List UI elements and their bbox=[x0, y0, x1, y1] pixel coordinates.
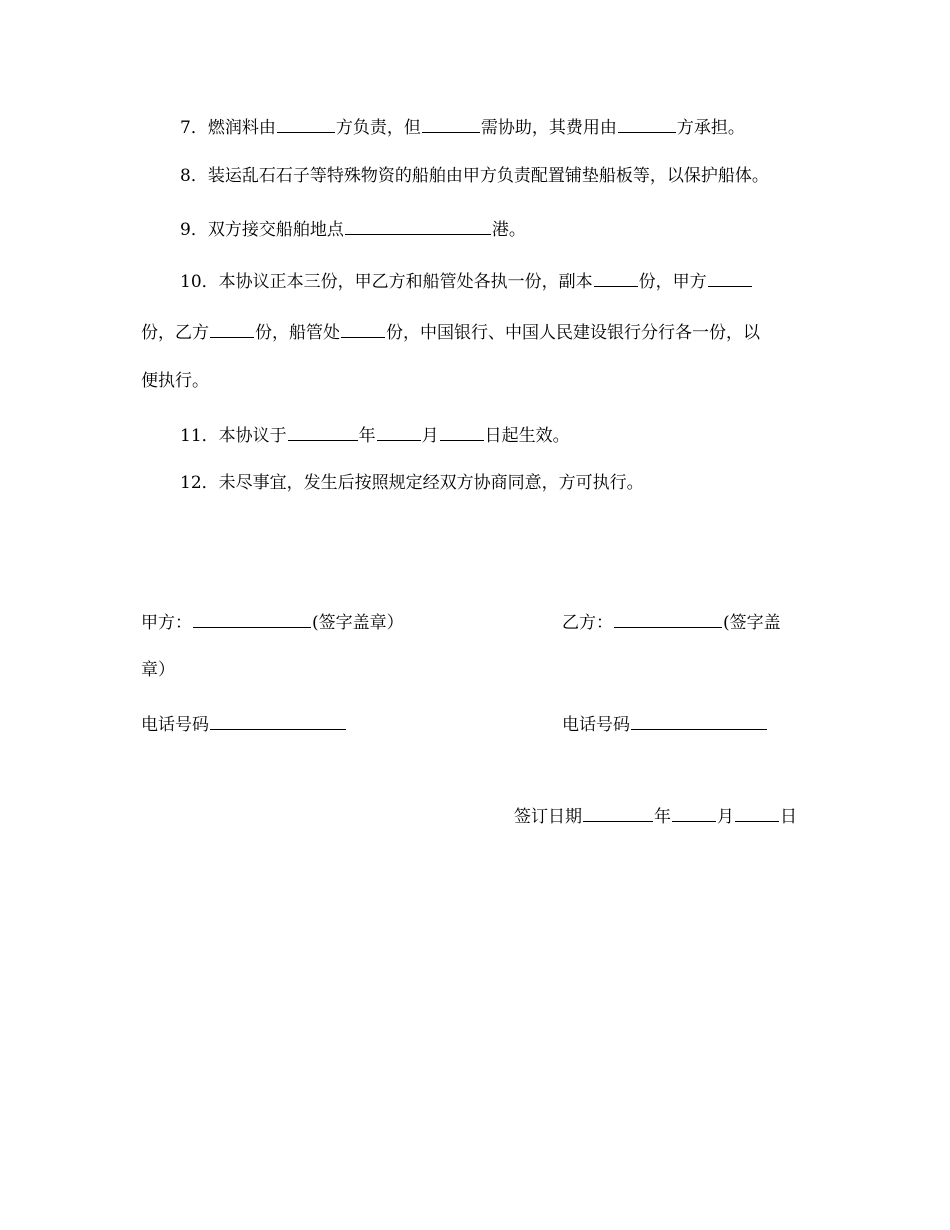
party-b-signature-blank[interactable] bbox=[614, 612, 722, 628]
sign-month-blank[interactable] bbox=[672, 806, 716, 822]
effective-day-blank[interactable] bbox=[440, 425, 484, 441]
assist-party-blank[interactable] bbox=[422, 117, 480, 133]
clause-7: 7．燃润料由 方负责，但 需协助，其费用由 方承担。 bbox=[180, 118, 745, 138]
effective-month-blank[interactable] bbox=[377, 425, 421, 441]
party-a-signature: 甲方： (签字盖章） bbox=[141, 613, 404, 633]
party-a-phone-blank[interactable] bbox=[210, 714, 346, 730]
effective-year-blank[interactable] bbox=[288, 425, 358, 441]
party-b-phone-blank[interactable] bbox=[631, 714, 767, 730]
clause-10-line-1: 10．本协议正本三份，甲乙方和船管处各执一份，副本 份，甲方 bbox=[180, 271, 753, 291]
sign-day-blank[interactable] bbox=[735, 806, 779, 822]
clause-10-line-3: 便执行。 bbox=[141, 371, 209, 391]
party-b-phone: 电话号码 bbox=[562, 714, 768, 734]
ship-office-copies-blank[interactable] bbox=[341, 322, 385, 338]
clause-8: 8．装运乱石石子等特殊物资的船舶由甲方负责配置铺垫船板等，以保护船体。 bbox=[180, 166, 769, 186]
signing-date: 签订日期 年 月 日 bbox=[514, 807, 797, 827]
clause-10-line-2: 份，乙方 份，船管处 份，中国银行、中国人民建设银行分行各一份，以 bbox=[141, 323, 760, 343]
clause-9: 9．双方接交船舶地点 港。 bbox=[180, 220, 526, 240]
party-a-phone: 电话号码 bbox=[141, 714, 347, 734]
clause-11: 11．本协议于 年 月 日起生效。 bbox=[180, 426, 570, 446]
party-b-copies-blank[interactable] bbox=[210, 322, 254, 338]
party-b-signature: 乙方： (签字盖 bbox=[562, 613, 781, 633]
party-a-copies-blank[interactable] bbox=[708, 271, 752, 287]
fuel-responsible-blank[interactable] bbox=[277, 117, 335, 133]
handover-port-blank[interactable] bbox=[345, 219, 491, 235]
sign-year-blank[interactable] bbox=[583, 806, 653, 822]
party-a-signature-blank[interactable] bbox=[193, 612, 311, 628]
cost-bearer-blank[interactable] bbox=[618, 117, 676, 133]
party-b-seal-wrap: 章） bbox=[141, 660, 175, 680]
clause-12: 12．未尽事宜，发生后按照规定经双方协商同意，方可执行。 bbox=[180, 473, 644, 493]
copies-blank[interactable] bbox=[594, 271, 638, 287]
